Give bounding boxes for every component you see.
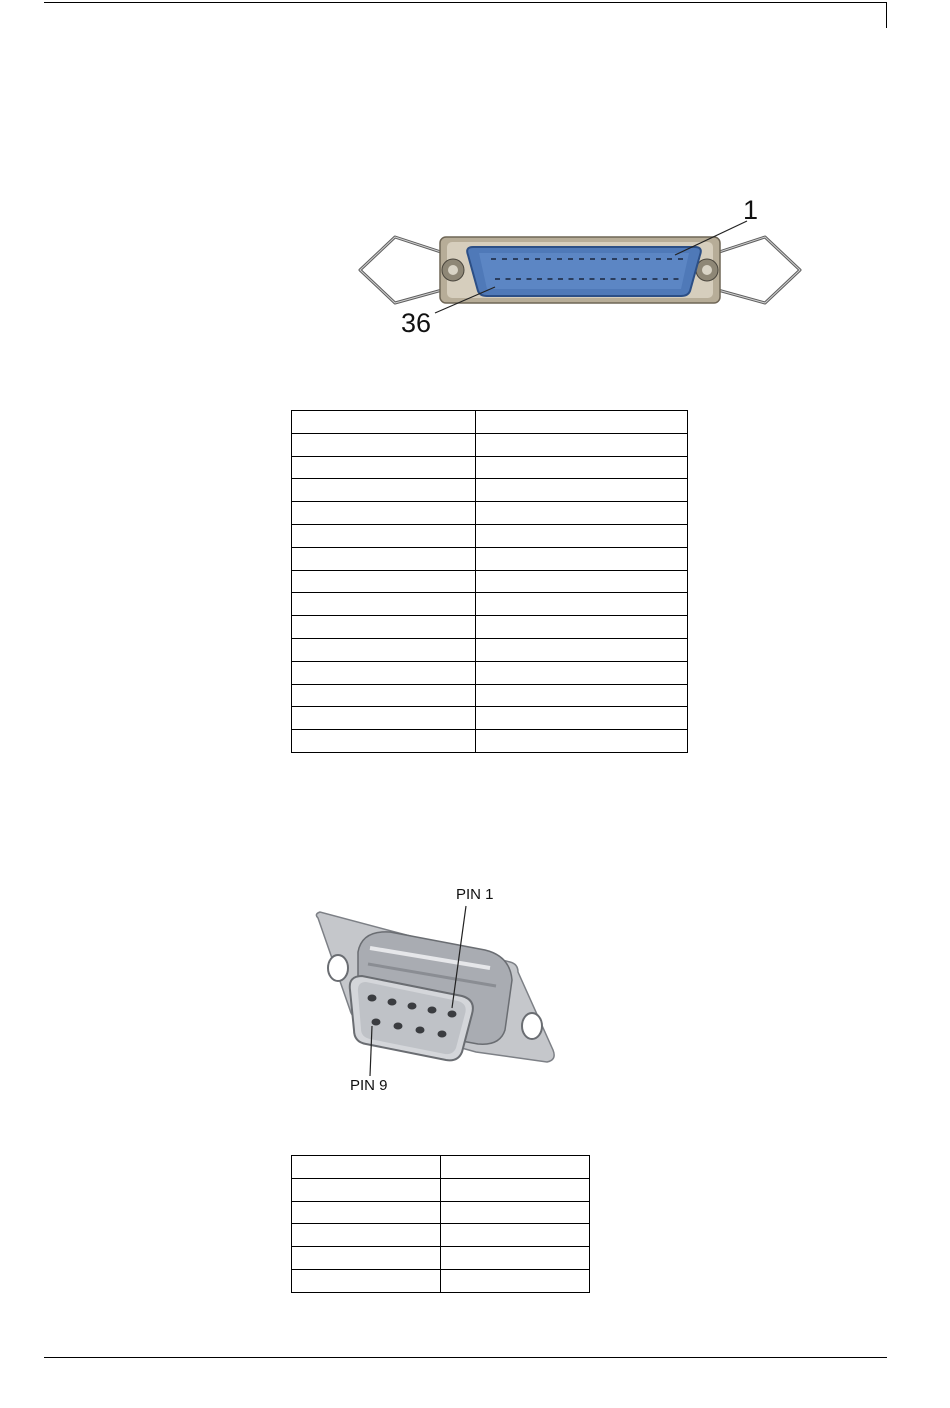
centronics-pin1-label: 1 xyxy=(743,195,759,225)
table-row xyxy=(292,661,688,684)
table-cell xyxy=(476,433,688,456)
table-row xyxy=(292,502,688,525)
table-cell xyxy=(476,661,688,684)
table-cell xyxy=(292,433,476,456)
table-row xyxy=(292,638,688,661)
table-cell xyxy=(476,479,688,502)
table-cell xyxy=(441,1178,590,1201)
pin-hole xyxy=(438,1031,447,1038)
table-cell xyxy=(441,1247,590,1270)
table-cell xyxy=(441,1269,590,1292)
table-cell xyxy=(292,411,476,434)
table-row xyxy=(292,411,688,434)
pin-hole xyxy=(416,1027,425,1034)
table-cell xyxy=(476,707,688,730)
db9-pin1-label: PIN 1 xyxy=(456,886,494,903)
table-cell xyxy=(292,1178,441,1201)
table-cell xyxy=(292,707,476,730)
table-row xyxy=(292,547,688,570)
table-cell xyxy=(292,547,476,570)
db9-pinout-table xyxy=(291,1155,590,1293)
header-rule xyxy=(44,2,887,3)
table-cell xyxy=(292,730,476,753)
table-row xyxy=(292,1269,590,1292)
table-cell xyxy=(476,502,688,525)
pin-hole xyxy=(428,1007,437,1014)
table-cell xyxy=(476,411,688,434)
table-cell xyxy=(476,684,688,707)
table-row xyxy=(292,684,688,707)
table-cell xyxy=(292,1201,441,1224)
centronics-pinout-table xyxy=(291,410,688,753)
table-cell xyxy=(476,547,688,570)
table-row xyxy=(292,1156,590,1179)
centronics-pin36-label: 36 xyxy=(401,308,432,338)
table-cell xyxy=(292,502,476,525)
table-cell xyxy=(292,638,476,661)
table-row xyxy=(292,433,688,456)
table-cell xyxy=(292,661,476,684)
table-cell xyxy=(476,524,688,547)
table-cell xyxy=(292,524,476,547)
table-cell xyxy=(441,1201,590,1224)
table-row xyxy=(292,524,688,547)
table-cell xyxy=(292,593,476,616)
table-row xyxy=(292,730,688,753)
table-row xyxy=(292,1247,590,1270)
table-cell xyxy=(441,1156,590,1179)
table-cell xyxy=(476,593,688,616)
table-cell xyxy=(292,684,476,707)
pin-hole xyxy=(448,1011,457,1018)
table-cell xyxy=(476,456,688,479)
db9-pin9-label: PIN 9 xyxy=(350,1077,388,1094)
table-row xyxy=(292,593,688,616)
footer-rule xyxy=(44,1357,887,1358)
table-cell xyxy=(292,1247,441,1270)
table-row xyxy=(292,707,688,730)
table-cell xyxy=(292,479,476,502)
table-row xyxy=(292,479,688,502)
pin-hole xyxy=(372,1019,381,1026)
pin-hole xyxy=(408,1003,417,1010)
table-cell xyxy=(292,456,476,479)
table-cell xyxy=(292,570,476,593)
table-row xyxy=(292,570,688,593)
table-cell xyxy=(476,616,688,639)
table-row xyxy=(292,456,688,479)
table-cell xyxy=(292,1156,441,1179)
table-cell xyxy=(292,616,476,639)
table-cell xyxy=(292,1269,441,1292)
table-row xyxy=(292,616,688,639)
table-row xyxy=(292,1224,590,1247)
pin-hole xyxy=(388,999,397,1006)
table-row xyxy=(292,1178,590,1201)
table-cell xyxy=(476,638,688,661)
table-cell xyxy=(441,1224,590,1247)
table-cell xyxy=(476,730,688,753)
header-rule-tick xyxy=(886,2,887,28)
pin-hole xyxy=(394,1023,403,1030)
table-cell xyxy=(292,1224,441,1247)
table-row xyxy=(292,1201,590,1224)
pin-hole xyxy=(368,995,377,1002)
table-cell xyxy=(476,570,688,593)
db9-connector-image xyxy=(300,880,565,1095)
